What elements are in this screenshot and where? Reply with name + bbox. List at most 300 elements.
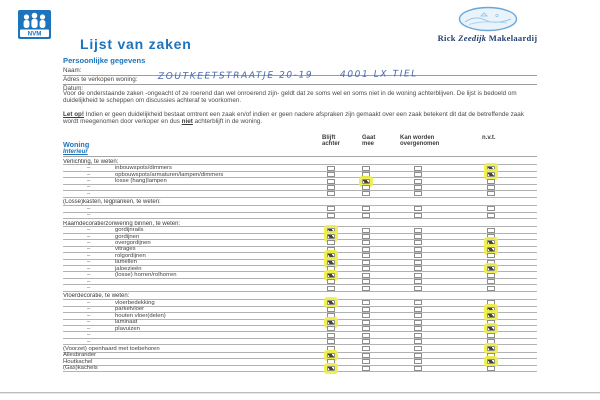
checkbox-cell-nvt [453,213,537,218]
checkbox-gaat[interactable] [362,313,370,318]
checkbox-blijft[interactable] [327,266,335,271]
checkbox-cell-gaat [348,333,383,338]
item-label-cell [63,359,313,365]
checkbox-gaat[interactable] [362,320,370,325]
brand-logo [405,6,570,43]
checkbox-kan[interactable] [414,346,422,351]
item-label: gordijnrails [115,227,144,234]
checkbox-kan[interactable] [414,366,422,371]
item-label: (Gas)kachels [63,365,98,372]
brand-oval-icon [457,6,519,32]
checkbox-cell-nvt [453,240,537,245]
dash-mark: – [87,171,91,178]
checkbox-blijft[interactable] [327,234,335,239]
item-label-cell [63,178,313,184]
checkbox-gaat[interactable] [362,206,370,211]
checkbox-cell-blijft [313,320,348,325]
checkbox-cell-blijft [313,166,348,171]
table-header [63,134,537,157]
checkbox-nvt[interactable] [487,353,495,358]
checkbox-gaat[interactable] [362,359,370,364]
checkbox-nvt[interactable] [487,166,495,171]
checkbox-kan[interactable] [414,300,422,305]
item-label: vloerbedekking [115,299,155,306]
item-label-cell [63,285,313,291]
dash-mark: – [87,227,91,234]
checkbox-cell-kan [383,333,453,338]
column-header-blijft-achter: Blijft achter [322,135,341,148]
checkbox-cell-kan [383,253,453,258]
checkbox-nvt[interactable] [487,279,495,284]
checkbox-cell-kan [383,339,453,344]
checkbox-gaat[interactable] [362,185,370,190]
checkbox-cell-nvt [453,313,537,318]
brand-name-first: Rick [437,33,456,43]
section-title: Verlichting, te weten: [63,158,119,165]
checkbox-cell-gaat [348,339,383,344]
checkbox-cell-blijft [313,333,348,338]
item-label-cell [63,279,313,285]
checkbox-blijft[interactable] [327,366,335,371]
checkbox-cell-blijft [313,179,348,184]
field-adres-label: Adres te verkopen woning: [63,75,138,83]
checkbox-cell-gaat [348,359,383,364]
checkbox-cell-gaat [348,260,383,265]
checkbox-kan[interactable] [414,286,422,291]
checkbox-cell-nvt [453,179,537,184]
checkbox-blijft[interactable] [327,253,335,258]
checkbox-nvt[interactable] [487,240,495,245]
checkbox-cell-nvt [453,185,537,190]
checkbox-cell-blijft [313,234,348,239]
checkbox-nvt[interactable] [487,191,495,196]
section-title-cell [63,221,537,227]
checkbox-kan[interactable] [414,307,422,312]
checkbox-cell-blijft [313,266,348,271]
item-label-cell [63,313,313,319]
checkbox-nvt[interactable] [487,339,495,344]
checkbox-kan[interactable] [414,320,422,325]
checkbox-gaat[interactable] [362,247,370,252]
checkbox-blijft[interactable] [327,172,335,177]
item-label: (Voorzet) openhaard met toebehoren [63,345,160,352]
checkbox-kan[interactable] [414,234,422,239]
checkbox-blijft[interactable] [327,247,335,252]
checkbox-cell-blijft [313,359,348,364]
checkbox-cell-blijft [313,228,348,233]
brand-name-last: Makelaardij [488,33,538,43]
checkbox-kan[interactable] [414,179,422,184]
checkbox-nvt[interactable] [487,300,495,305]
checkbox-cell-kan [383,266,453,271]
checkbox-cell-nvt [453,320,537,325]
checkbox-gaat[interactable] [362,266,370,271]
checkbox-blijft[interactable] [327,240,335,245]
checkbox-cell-gaat [348,191,383,196]
checkbox-gaat[interactable] [362,228,370,233]
checkbox-blijft[interactable] [327,307,335,312]
checkbox-cell-nvt [453,346,537,351]
checkbox-cell-nvt [453,253,537,258]
paper-edge-shadow [0,393,600,394]
checkbox-cell-kan [383,240,453,245]
checkbox-cell-nvt [453,326,537,331]
checkbox-cell-gaat [348,234,383,239]
column-header-nvt: n.v.t. [482,135,496,141]
checkbox-cell-blijft [313,353,348,358]
checkbox-cell-gaat [348,253,383,258]
checkbox-nvt[interactable] [487,366,495,371]
item-label-cell [63,365,313,371]
warning-emphasis: niet [181,117,193,125]
checkbox-cell-kan [383,191,453,196]
checkbox-cell-nvt [453,228,537,233]
checkbox-nvt[interactable] [487,206,495,211]
checkbox-kan[interactable] [414,206,422,211]
item-row [63,366,537,372]
checkbox-cell-blijft [313,240,348,245]
group-subtitle: Interieur [63,148,88,155]
section-title-cell [63,159,537,165]
checkbox-blijft[interactable] [327,320,335,325]
checkbox-gaat[interactable] [362,353,370,358]
dash-mark: – [87,319,91,326]
checkbox-blijft[interactable] [327,326,335,331]
checkbox-gaat[interactable] [362,260,370,265]
item-label: gordijnen [115,233,140,240]
item-label: jaloezieën [115,265,142,272]
checkbox-cell-gaat [348,279,383,284]
section-title-cell [63,293,537,299]
dash-mark: – [87,259,91,266]
checkbox-kan[interactable] [414,273,422,278]
checkbox-gaat[interactable] [362,307,370,312]
checkbox-cell-nvt [453,359,537,364]
checkbox-cell-gaat [348,228,383,233]
checkbox-cell-blijft [313,300,348,305]
item-label-cell [63,253,313,259]
checkbox-cell-nvt [453,339,537,344]
dash-mark: – [87,205,91,212]
item-label-cell [63,272,313,278]
column-header-kan-worden-overgenomen: Kan worden overgenomen [400,135,440,148]
checkbox-kan[interactable] [414,191,422,196]
checkbox-blijft[interactable] [327,353,335,358]
checkbox-cell-blijft [313,253,348,258]
warning-paragraph [63,112,531,126]
checkbox-cell-kan [383,185,453,190]
checkbox-gaat[interactable] [362,279,370,284]
item-label-cell [63,172,313,178]
checkbox-nvt[interactable] [487,286,495,291]
items-table [63,134,537,372]
dash-mark: – [87,178,91,185]
checkbox-nvt[interactable] [487,234,495,239]
checkbox-cell-nvt [453,247,537,252]
checkbox-kan[interactable] [414,353,422,358]
warning-suffix: achterblijft in de woning. [192,117,263,125]
checkbox-cell-gaat [348,166,383,171]
checkbox-blijft[interactable] [327,191,335,196]
checkbox-nvt[interactable] [487,313,495,318]
checkbox-cell-kan [383,307,453,312]
checkbox-gaat[interactable] [362,339,370,344]
checkbox-nvt[interactable] [487,346,495,351]
dash-mark: – [87,325,91,332]
checkbox-gaat[interactable] [362,234,370,239]
checkbox-nvt[interactable] [487,266,495,271]
checkbox-kan[interactable] [414,240,422,245]
item-label-cell [63,234,313,240]
checkbox-cell-nvt [453,191,537,196]
checkbox-gaat[interactable] [362,326,370,331]
item-label-cell [63,326,313,332]
checkbox-kan[interactable] [414,339,422,344]
checkbox-cell-blijft [313,260,348,265]
checkbox-cell-kan [383,286,453,291]
item-label: laminaat [115,319,138,326]
checkbox-cell-kan [383,213,453,218]
column-header-gaat-mee: Gaat mee [362,135,376,148]
checkbox-cell-kan [383,206,453,211]
item-row [63,285,537,291]
checkbox-cell-gaat [348,313,383,318]
checkbox-blijft[interactable] [327,228,335,233]
checkbox-cell-blijft [313,213,348,218]
item-label: (losse) horren/rolhorren [115,272,177,279]
checkbox-gaat[interactable] [362,166,370,171]
checkbox-cell-kan [383,273,453,278]
checkbox-cell-nvt [453,300,537,305]
checkbox-blijft[interactable] [327,300,335,305]
items-table-body [63,159,537,372]
checkbox-blijft[interactable] [327,260,335,265]
dash-mark: – [87,299,91,306]
dash-mark: – [87,285,91,292]
checkbox-nvt[interactable] [487,213,495,218]
checkbox-gaat[interactable] [362,286,370,291]
dash-mark: – [87,184,91,191]
checkbox-gaat[interactable] [362,172,370,177]
checkbox-cell-nvt [453,273,537,278]
item-label: opbouwspots/armaturen/lampen/dimmers [115,171,224,178]
checkbox-nvt[interactable] [487,228,495,233]
checkbox-cell-kan [383,234,453,239]
item-label: rolgordijnen [115,252,146,259]
checkbox-gaat[interactable] [362,300,370,305]
checkbox-cell-nvt [453,166,537,171]
checkbox-cell-nvt [453,353,537,358]
checkbox-cell-kan [383,166,453,171]
checkbox-cell-blijft [313,247,348,252]
checkbox-kan[interactable] [414,213,422,218]
checkbox-cell-nvt [453,333,537,338]
item-label-cell [63,191,313,197]
dash-mark: – [87,278,91,285]
item-label-cell [63,346,313,352]
checkbox-cell-blijft [313,185,348,190]
checkbox-cell-nvt [453,286,537,291]
checkbox-cell-kan [383,366,453,371]
checkbox-cell-blijft [313,206,348,211]
checkbox-kan[interactable] [414,313,422,318]
checkbox-nvt[interactable] [487,320,495,325]
checkbox-nvt[interactable] [487,260,495,265]
checkbox-kan[interactable] [414,260,422,265]
item-label: plavuizen [115,325,140,332]
dash-mark: – [87,332,91,339]
checkbox-cell-kan [383,346,453,351]
item-label-cell [63,352,313,358]
checkbox-cell-gaat [348,206,383,211]
checkbox-gaat[interactable] [362,191,370,196]
checkbox-nvt[interactable] [487,333,495,338]
checkbox-cell-gaat [348,179,383,184]
checkbox-cell-kan [383,326,453,331]
page-title: Lijst van zaken [80,36,192,52]
checkbox-nvt[interactable] [487,307,495,312]
checkbox-blijft[interactable] [327,346,335,351]
checkbox-nvt[interactable] [487,253,495,258]
checkbox-blijft[interactable] [327,359,335,364]
checkbox-gaat[interactable] [362,213,370,218]
checkbox-kan[interactable] [414,359,422,364]
checkbox-cell-kan [383,353,453,358]
item-label: lamellen [115,259,137,266]
checkbox-blijft[interactable] [327,166,335,171]
checkbox-nvt[interactable] [487,326,495,331]
item-row [63,213,537,219]
checkbox-blijft[interactable] [327,273,335,278]
svg-text:NVM: NVM [27,30,42,38]
item-label: overgordijnen [115,239,151,246]
checkbox-cell-kan [383,320,453,325]
item-row [63,191,537,197]
checkbox-cell-blijft [313,313,348,318]
checkbox-nvt[interactable] [487,359,495,364]
checkbox-blijft[interactable] [327,339,335,344]
item-row [63,339,537,345]
warning-prefix: Let op! [63,111,84,118]
checkbox-nvt[interactable] [487,185,495,190]
checkbox-gaat[interactable] [362,273,370,278]
item-label: parketvloer [115,306,145,313]
checkbox-cell-gaat [348,353,383,358]
item-label-cell [63,184,313,190]
checkbox-blijft[interactable] [327,279,335,284]
checkbox-blijft[interactable] [327,206,335,211]
checkbox-cell-kan [383,279,453,284]
checkbox-cell-gaat [348,185,383,190]
item-label-cell [63,206,313,212]
checkbox-cell-nvt [453,266,537,271]
dash-mark: – [87,190,91,197]
checkbox-kan[interactable] [414,333,422,338]
checkbox-gaat[interactable] [362,366,370,371]
item-label-cell [63,240,313,246]
checkbox-blijft[interactable] [327,286,335,291]
checkbox-cell-kan [383,247,453,252]
dash-mark: – [87,306,91,313]
checkbox-nvt[interactable] [487,273,495,278]
dash-mark: – [87,165,91,172]
checkbox-cell-blijft [313,366,348,371]
item-label-cell [63,246,313,252]
section-title: Vloerdecoratie, te weten: [63,293,130,300]
checkbox-kan[interactable] [414,247,422,252]
intro-paragraph: Voor de onderstaande zaken -ongeacht of ze roerend dan wel onroerend zijn- geldt dat ze soms wel en soms niet in de woning achterblijven. De lijst is bedoeld om duidelijkheid te scheppen om discussies achteraf te voorkomen. [63,90,517,104]
checkbox-gaat[interactable] [362,240,370,245]
checkbox-nvt[interactable] [487,172,495,177]
checkbox-cell-kan [383,359,453,364]
checkbox-cell-blijft [313,191,348,196]
checkbox-gaat[interactable] [362,346,370,351]
dash-mark: – [87,239,91,246]
checkbox-cell-gaat [348,300,383,305]
checkbox-kan[interactable] [414,166,422,171]
checkbox-cell-blijft [313,346,348,351]
checkbox-cell-blijft [313,326,348,331]
checkbox-cell-blijft [313,286,348,291]
item-label-cell [63,306,313,312]
dash-mark: – [87,338,91,345]
checkbox-gaat[interactable] [362,333,370,338]
field-adres-handwritten-value: ZOUTKEETSTRAATJE 20-19 4001 LX TIEL [157,69,418,82]
checkbox-blijft[interactable] [327,313,335,318]
checkbox-cell-gaat [348,307,383,312]
dash-mark: – [87,246,91,253]
checkbox-blijft[interactable] [327,185,335,190]
checkbox-cell-nvt [453,260,537,265]
checkbox-cell-gaat [348,286,383,291]
checkbox-cell-kan [383,260,453,265]
item-label-cell [63,259,313,265]
checkbox-blijft[interactable] [327,179,335,184]
brand-name-middle: Zeedijk [458,33,487,43]
checkbox-blijft[interactable] [327,333,335,338]
checkbox-kan[interactable] [414,185,422,190]
checkbox-kan[interactable] [414,253,422,258]
checkbox-gaat[interactable] [362,179,370,184]
personal-details-section [63,56,537,92]
checkbox-kan[interactable] [414,279,422,284]
nvm-logo [18,10,51,39]
checkbox-blijft[interactable] [327,213,335,218]
checkbox-cell-blijft [313,339,348,344]
checkbox-kan[interactable] [414,326,422,331]
checkbox-nvt[interactable] [487,179,495,184]
item-label-cell [63,227,313,233]
nvm-logo-icon [18,10,51,39]
checkbox-cell-gaat [348,366,383,371]
section-title: Raamdecoratie/zonwering binnen, te weten: [63,220,181,227]
item-label-cell [63,319,313,325]
checkbox-nvt[interactable] [487,247,495,252]
checkbox-cell-gaat [348,320,383,325]
checkbox-gaat[interactable] [362,253,370,258]
checkbox-cell-nvt [453,307,537,312]
dash-mark: – [87,212,91,219]
checkbox-cell-nvt [453,279,537,284]
checkbox-kan[interactable] [414,172,422,177]
checkbox-cell-kan [383,172,453,177]
checkbox-kan[interactable] [414,228,422,233]
checkbox-kan[interactable] [414,266,422,271]
item-label: inbouwspots/dimmers [115,165,172,172]
group-title: Woning [63,140,90,149]
checkbox-cell-gaat [348,326,383,331]
checkbox-cell-kan [383,300,453,305]
